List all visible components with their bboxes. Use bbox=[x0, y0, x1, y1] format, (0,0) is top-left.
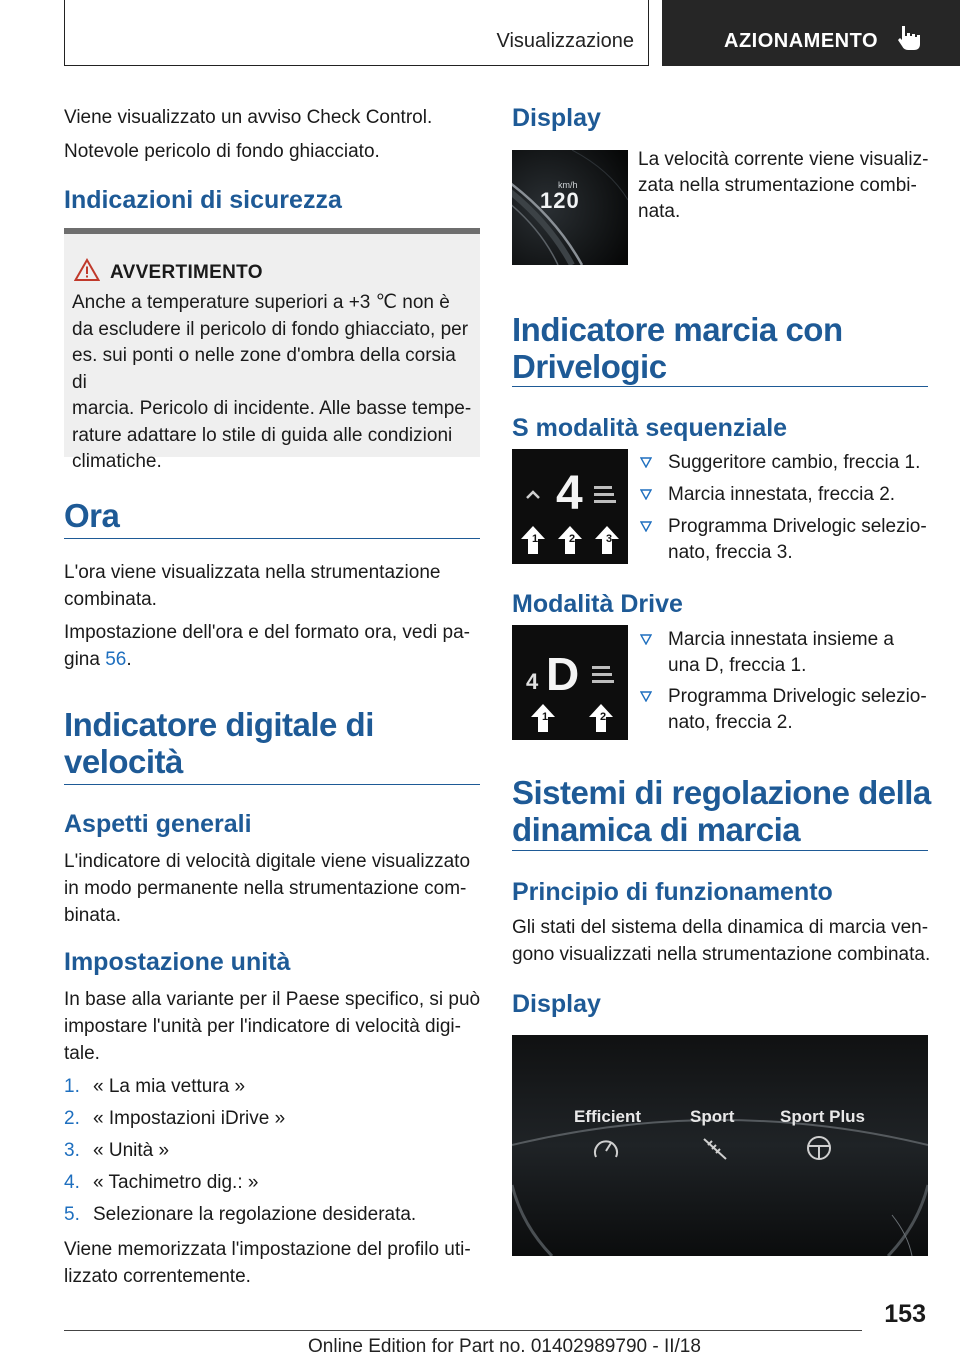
principle-line: Gli stati del sistema della dinamica di marcia ven‐ bbox=[512, 917, 929, 938]
speed-heading-line: Indicatore digitale di bbox=[64, 706, 374, 743]
triangle-bullet-icon bbox=[640, 634, 652, 645]
unit-line: tale. bbox=[64, 1043, 100, 1064]
triangle-bullet-icon bbox=[640, 521, 652, 532]
speedometer-image bbox=[512, 150, 628, 265]
warning-triangle-icon bbox=[74, 258, 100, 282]
header-section-title: Visualizzazione bbox=[496, 30, 634, 52]
sequential-heading: S modalità sequenziale bbox=[512, 414, 788, 442]
warning-line: climatiche. bbox=[72, 451, 162, 472]
ora-setting-text: gina bbox=[64, 649, 106, 670]
warning-line: marcia. Pericolo di incidente. Alle basse tempe‐ bbox=[72, 398, 472, 419]
step-number: 5. bbox=[64, 1204, 80, 1225]
page-link[interactable]: 56 bbox=[105, 649, 127, 670]
bullet-text: Marcia innestata insieme a bbox=[668, 629, 894, 650]
warning-title: AVVERTIMENTO bbox=[110, 262, 263, 283]
unit-line: impostare l'unità per l'indicatore di velocità digi‐ bbox=[64, 1016, 461, 1037]
arrow-label: 2 bbox=[600, 711, 607, 723]
drivelogic-bars-icon bbox=[594, 485, 616, 505]
step-number: 1. bbox=[64, 1076, 80, 1097]
display-line: nata. bbox=[638, 201, 681, 222]
sport-damper-icon bbox=[700, 1135, 730, 1163]
mode-label-efficient: Efficient bbox=[574, 1107, 642, 1126]
drive-mode-image bbox=[512, 625, 628, 740]
section-rule bbox=[512, 850, 928, 851]
ora-setting-line bbox=[64, 646, 132, 673]
page-header bbox=[0, 0, 960, 66]
step-text: Selezionare la regolazione desiderata. bbox=[93, 1204, 417, 1225]
step-number: 2. bbox=[64, 1108, 80, 1129]
arrow-label: 1 bbox=[542, 711, 549, 723]
bullet-text: una D, freccia 1. bbox=[668, 655, 807, 676]
ora-text-line: combinata. bbox=[64, 589, 157, 610]
drive-mode-heading: Modalità Drive bbox=[512, 590, 683, 618]
warning-line: es. sui ponti o nelle zone d'ombra della corsia di bbox=[72, 345, 456, 393]
section-rule bbox=[512, 386, 928, 387]
warning-box bbox=[64, 228, 480, 472]
speed-unit: km/h bbox=[558, 180, 578, 190]
arrow-label: 2 bbox=[569, 533, 576, 545]
warning-line: rature adattare lo stile di guida alle condizioni bbox=[72, 424, 453, 446]
dynamics-heading-line: dinamica di marcia bbox=[512, 811, 801, 848]
footer-rule bbox=[64, 1330, 862, 1331]
header-chapter-tab bbox=[662, 0, 960, 66]
ora-setting-end: . bbox=[126, 649, 132, 670]
speed-heading-line: velocità bbox=[64, 743, 183, 780]
footer-edition: Online Edition for Part no. 01402989790 - II/18 bbox=[308, 1336, 701, 1357]
triangle-bullet-icon bbox=[640, 457, 652, 468]
gear-number: 4 bbox=[526, 669, 539, 694]
ora-heading: Ora bbox=[64, 497, 120, 534]
bullet-text: Suggeritore cambio, freccia 1. bbox=[668, 452, 921, 473]
unit-heading: Impostazione unità bbox=[64, 948, 291, 976]
gear-heading-line: Drivelogic bbox=[512, 348, 667, 385]
driving-modes-image bbox=[512, 1035, 928, 1256]
pointing-hand-icon bbox=[896, 24, 922, 52]
step-text: « Unità » bbox=[93, 1140, 170, 1161]
step-number: 4. bbox=[64, 1172, 80, 1193]
efficient-gauge-icon bbox=[592, 1135, 620, 1161]
step-text: « La mia vettura » bbox=[93, 1076, 246, 1097]
profile-line: lizzato correntemente. bbox=[64, 1266, 251, 1287]
warning-text bbox=[72, 290, 472, 476]
display-heading: Display bbox=[512, 104, 601, 132]
general-line: L'indicatore di velocità digitale viene visualizzato bbox=[64, 851, 471, 872]
profile-line: Viene memorizzata l'impostazione del profilo uti‐ bbox=[64, 1239, 471, 1260]
arrow-label: 1 bbox=[532, 533, 539, 545]
header-chapter-title: AZIONAMENTO bbox=[724, 30, 879, 52]
bullet-text: Marcia innestata, freccia 2. bbox=[668, 484, 896, 505]
bullet-text: Programma Drivelogic selezio‐ bbox=[668, 516, 927, 537]
triangle-bullet-icon bbox=[640, 691, 652, 702]
check-control-text: Viene visualizzato un avviso Check Control. bbox=[64, 107, 433, 128]
safety-heading: Indicazioni di sicurezza bbox=[64, 186, 342, 214]
header-section-box bbox=[64, 0, 649, 66]
sequential-mode-image bbox=[512, 449, 628, 564]
arrow-label: 3 bbox=[606, 533, 613, 545]
drivelogic-bars-icon bbox=[592, 665, 614, 685]
step-text: « Tachimetro dig.: » bbox=[93, 1172, 259, 1193]
warning-line: Anche a temperature superiori a +3 ℃ non è bbox=[72, 292, 450, 313]
display-line: La velocità corrente viene visualiz‐ bbox=[638, 149, 929, 170]
step-number: 3. bbox=[64, 1140, 80, 1161]
ice-risk-text: Notevole pericolo di fondo ghiacciato. bbox=[64, 141, 380, 162]
ora-text-line: L'ora viene visualizzata nella strumentazione bbox=[64, 562, 441, 583]
mode-label-sport-plus: Sport Plus bbox=[780, 1107, 866, 1126]
gear-heading-line: Indicatore marcia con bbox=[512, 311, 843, 348]
page-number: 153 bbox=[884, 1300, 926, 1328]
bullet-text: Programma Drivelogic selezio‐ bbox=[668, 686, 927, 707]
drive-mode-letter: D bbox=[546, 648, 580, 700]
steering-wheel-icon bbox=[804, 1133, 834, 1163]
mode-label-sport: Sport bbox=[690, 1107, 735, 1126]
display-line: zata nella strumentazione combi‐ bbox=[638, 175, 917, 196]
general-line: in modo permanente nella strumentazione com‐ bbox=[64, 878, 467, 899]
ora-setting-line: Impostazione dell'ora e del formato ora, vedi pa‐ bbox=[64, 622, 471, 643]
speed-value: 120 bbox=[540, 188, 580, 213]
step-text: « Impostazioni iDrive » bbox=[93, 1108, 286, 1129]
general-line: binata. bbox=[64, 905, 122, 926]
principle-heading: Principio di funzionamento bbox=[512, 878, 833, 906]
bullet-text: nato, freccia 2. bbox=[668, 712, 793, 733]
principle-line: gono visualizzati nella strumentazione combinata. bbox=[512, 944, 931, 965]
display-heading: Display bbox=[512, 990, 601, 1018]
warning-line: da escludere il pericolo di fondo ghiacciato, per bbox=[72, 318, 469, 340]
section-rule bbox=[64, 784, 480, 785]
unit-line: In base alla variante per il Paese specifico, si può bbox=[64, 989, 481, 1010]
gear-number: 4 bbox=[556, 467, 583, 520]
general-heading: Aspetti generali bbox=[64, 810, 252, 838]
triangle-bullet-icon bbox=[640, 489, 652, 500]
bullet-text: nato, freccia 3. bbox=[668, 542, 793, 563]
dynamics-heading-line: Sistemi di regolazione della bbox=[512, 774, 931, 811]
chevron-up-icon bbox=[526, 489, 540, 499]
section-rule bbox=[64, 538, 480, 539]
